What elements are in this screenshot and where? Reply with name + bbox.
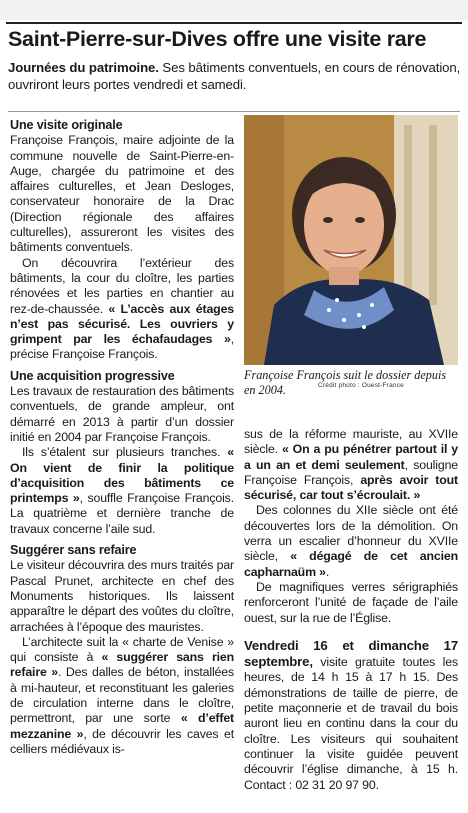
body-text: Des colonnes du XIIe siècle ont été découvertes lors de la démolition. On verra un escalier d’honneur du XVIIe siècle, [244, 503, 458, 564]
photo-caption: Françoise François suit le dossier depuis en 2004. [244, 368, 447, 397]
body-text: . Des dalles de béton, installées à mi-hauteur, et reconstituant les galeries de circulation interne dans le cloître, permettront, par une sorte [10, 665, 234, 726]
quote-text: « d’effet mezzanine » [10, 711, 235, 741]
lede-keyword: Journées du patrimoine. [8, 60, 159, 75]
quote-text: « L’accès aux étages n’est pas sécurisé. Les ouvriers y grimpent par les échafaudages » [10, 301, 234, 347]
quote-text: Vendredi 16 et dimanche 17 septembre, [244, 637, 458, 670]
body-text: De magnifiques verres sérigraphiés renforceront l’unité de façade de l’aile ouest, sur la rue de l’Église. [244, 579, 458, 625]
header-rule [6, 22, 462, 24]
lede-divider [8, 111, 460, 112]
page-top-band [0, 0, 468, 20]
body-text: , souligne Françoise François, [244, 457, 459, 487]
body-text: Ils s’étalent sur plusieurs tranches. [22, 445, 228, 460]
body-text: L’architecte suit la « charte de Venise » qui consiste à [10, 634, 234, 665]
portrait-photo [244, 115, 458, 365]
body-text: On découvrira l’extérieur des bâtiments, la cour du cloître, les parties rénovées et les parties en chantier au rez-de-chaussée. [10, 255, 234, 316]
credit-label: Crédit photo : [318, 382, 360, 389]
quote-text: « On a pu pénétrer partout il y a un an et demi seulement [244, 442, 459, 472]
section-heading: Une visite originale [10, 118, 123, 132]
paragraph [244, 427, 458, 503]
body-text: , précise Françoise François. [10, 332, 234, 362]
quote-text: « On vient de finir la politique d’acquisition des bâtiments ce printemps » [10, 445, 234, 506]
article-title: Saint-Pierre-sur-Dives offre une visite rare [8, 27, 427, 51]
paragraph [10, 133, 234, 255]
photo-credit [318, 382, 404, 389]
paragraph [10, 445, 234, 537]
paragraph [10, 558, 234, 634]
quote-text: « suggérer sans rien refaire » [10, 650, 234, 680]
body-text: visite gratuite toutes les heures, de 14 h 15 à 17 h 15. Des démonstrations de taille de pierre, de petite maçonnerie et de travail du bois auront lieu en continu dans la cour du cloître. Les visiteurs qui souhaitent continuer la visite guidée peuvent découvrir l’église dimanche, à 15 h. Contact : 02 31 20 97 90. [244, 655, 458, 792]
portrait-illustration [244, 115, 458, 365]
body-text: Les travaux de restauration des bâtiments conventuels, de grande ampleur, ont démarré en 2013 à partir d’un dossier initié en 2004 par Françoise François. [10, 384, 234, 444]
paragraph [244, 503, 458, 579]
section-heading: Suggérer sans refaire [10, 543, 137, 558]
paragraph [244, 580, 458, 626]
article-lede [8, 60, 462, 93]
paragraph [10, 384, 234, 445]
article-column-right [244, 427, 458, 793]
article-column-left [10, 118, 234, 757]
credit-source: Ouest-France [361, 382, 404, 389]
quote-text: « dégagé de cet ancien capharnaüm » [244, 549, 458, 579]
body-text: , de découvrir les caves et celliers médiévaux is- [10, 726, 234, 756]
paragraph [10, 635, 234, 757]
practical-info [244, 638, 458, 793]
body-text: . [325, 564, 330, 579]
body-text: sus de la réforme mauriste, au XVIIe siècle. [244, 427, 458, 457]
section-heading: Une acquisition progressive [10, 368, 175, 383]
body-text: , souffle Françoise François. La quatrième et dernière tranche de travaux concerne l’aile sud. [10, 491, 234, 536]
section-gap [244, 626, 458, 638]
body-text: Françoise François, maire adjointe de la commune nouvelle de Saint-Pierre-en-Auge, chargée du patrimoine et des affaires culturelles, et Jean Desloges, conservateur honoraire de la Drac (Direction régionale des affaires culturelles), assureront les visites des bâtiments conventuels. [10, 133, 234, 255]
lede-text: Ses bâtiments conventuels, en cours de rénovation, ouvriront leurs portes vendredi et samedi. [8, 60, 461, 92]
body-text: Le visiteur découvrira des murs traités par Pascal Prunet, architecte en chef des Monuments historiques. Ils laissent apparaître le départ des voûtes du cloître, arrachées à l’époque des mauristes. [10, 558, 234, 634]
paragraph [10, 256, 234, 363]
quote-text: après avoir tout sécurisé, car tout s’écroulait. » [244, 472, 458, 503]
